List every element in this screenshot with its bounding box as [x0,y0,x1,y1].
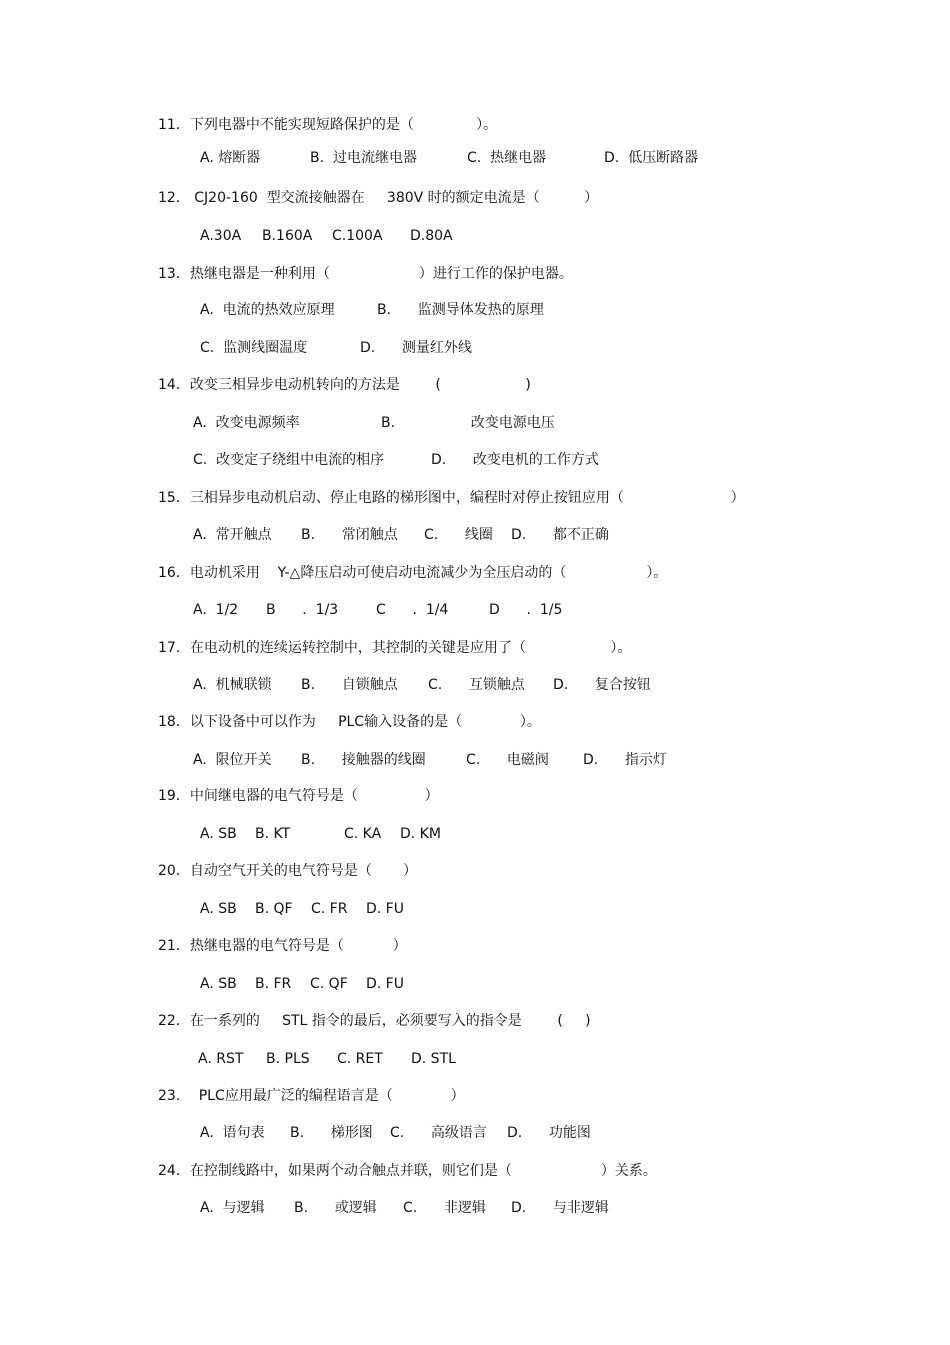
option-22-d: D. STL [411,1051,456,1067]
option-15-c: C. 线圈 [424,527,493,543]
option-12-b: B.160A [262,228,313,244]
option-13-d: D. 测量红外线 [360,340,472,356]
option-19-b: B. KT [255,826,291,842]
option-17-d: D. 复合按钮 [553,677,651,693]
option-23-d: D. 功能图 [507,1125,591,1141]
option-12-a: A.30A [200,228,242,244]
option-19-a: A. SB [200,826,237,842]
option-22-b: B. PLS [266,1051,310,1067]
question-24: 24．在控制线路中，如果两个动合触点并联，则它们是（ ）关系。 [158,1163,657,1179]
option-11-c: C. 热继电器 [467,150,547,166]
option-20-c: C. FR [311,901,348,917]
option-21-b: B. FR [255,976,292,992]
option-24-c: C. 非逻辑 [403,1200,486,1216]
option-11-b: B. 过电流继电器 [310,150,417,166]
option-14-a: A. 改变电源频率 [193,415,300,431]
question-20: 20．自动空气开关的电气符号是（ ） [158,863,417,879]
option-14-d: D. 改变电机的工作方式 [431,452,599,468]
option-23-b: B. 梯形图 [290,1125,373,1141]
option-14-b: B. 改变电源电压 [381,415,555,431]
option-15-d: D. 都不正确 [511,527,609,543]
question-21: 21．热继电器的电气符号是（ ） [158,938,407,954]
question-15: 15．三相异步电动机启动、停止电路的梯形图中，编程时对停止按钮应用（ ） [158,490,745,506]
option-20-b: B. QF [255,901,293,917]
option-19-d: D. KM [400,826,441,842]
option-13-a: A. 电流的热效应原理 [200,302,335,318]
option-24-a: A. 与逻辑 [200,1200,265,1216]
option-24-b: B. 或逻辑 [294,1200,377,1216]
option-20-a: A. SB [200,901,237,917]
option-12-d: D.80A [410,228,453,244]
option-21-d: D. FU [366,976,404,992]
option-16-c: C . 1/4 [376,602,449,618]
option-15-b: B. 常闭触点 [301,527,398,543]
option-14-c: C. 改变定子绕组中电流的相序 [193,452,385,468]
option-18-b: B. 接触器的线圈 [301,752,426,768]
option-16-b: B . 1/3 [266,602,339,618]
option-11-a: A. 熔断器 [200,150,261,166]
option-21-a: A. SB [200,976,237,992]
option-22-c: C. RET [337,1051,383,1067]
question-13: 13．热继电器是一种利用（ ）进行工作的保护电器。 [158,266,573,282]
option-17-a: A. 机械联锁 [193,677,272,693]
question-12: 12． CJ20-160 型交流接触器在 380V 时的额定电流是（ ） [158,190,599,206]
option-24-d: D. 与非逻辑 [511,1200,609,1216]
option-13-c: C. 监测线圈温度 [200,340,308,356]
option-17-c: C. 互锁触点 [428,677,525,693]
option-17-b: B. 自锁触点 [301,677,398,693]
option-19-c: C. KA [344,826,382,842]
option-23-c: C. 高级语言 [390,1125,487,1141]
option-18-d: D. 指示灯 [583,752,667,768]
option-11-d: D. 低压断路器 [604,150,699,166]
option-16-a: A. 1/2 [193,602,239,618]
question-16: 16．电动机采用 Y-△降压启动可使启动电流减少为全压启动的（ ）。 [158,565,668,581]
question-11: 11．下列电器中不能实现短路保护的是（ ）。 [158,117,498,133]
option-23-a: A. 语句表 [200,1125,265,1141]
option-13-b: B. 监测导体发热的原理 [377,302,544,318]
option-16-d: D . 1/5 [489,602,563,618]
option-15-a: A. 常开触点 [193,527,272,543]
question-17: 17．在电动机的连续运转控制中，其控制的关键是应用了（ ）。 [158,640,632,656]
question-22: 22．在一系列的 STL 指令的最后，必须要写入的指令是 ( ) [158,1013,591,1029]
option-12-c: C.100A [332,228,383,244]
option-18-a: A. 限位开关 [193,752,272,768]
question-14: 14．改变三相异步电动机转向的方法是 ( ) [158,377,531,393]
question-18: 18．以下设备中可以作为 PLC输入设备的是（ ）。 [158,714,541,730]
option-21-c: C. QF [310,976,348,992]
question-19: 19．中间继电器的电气符号是（ ） [158,788,439,804]
question-23: 23． PLC应用最广泛的编程语言是（ ） [158,1088,465,1104]
option-18-c: C. 电磁阀 [466,752,549,768]
option-20-d: D. FU [366,901,404,917]
option-22-a: A. RST [198,1051,244,1067]
